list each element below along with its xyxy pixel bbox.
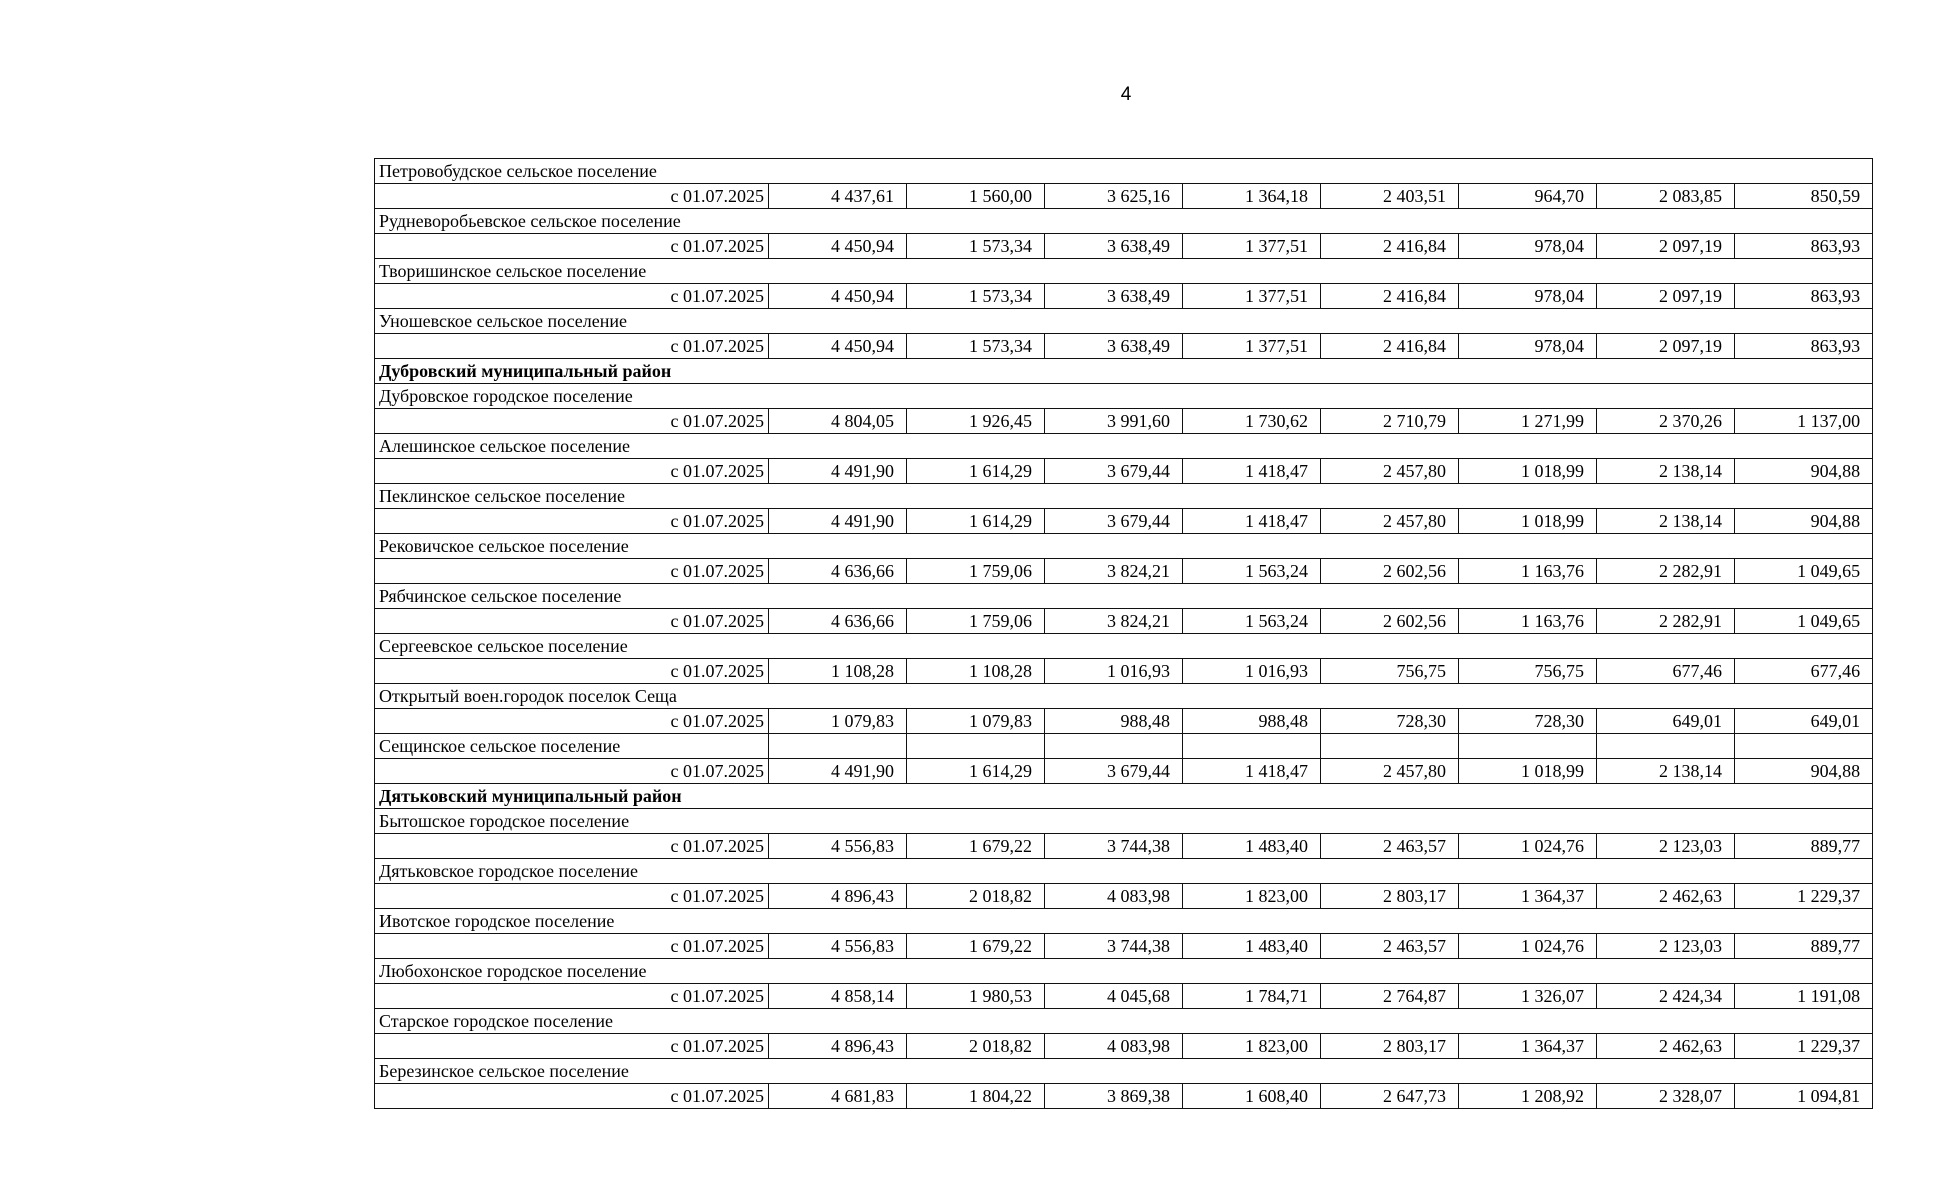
value-cell: 2 083,85 xyxy=(1597,184,1735,209)
settlement-name: Творишинское сельское поселение xyxy=(375,259,1873,284)
value-cell: 1 377,51 xyxy=(1183,334,1321,359)
table-row-values xyxy=(375,884,1873,909)
table-row-values xyxy=(375,509,1873,534)
value-cell: 2 123,03 xyxy=(1597,934,1735,959)
settlement-name-row xyxy=(375,1059,1873,1084)
value-cell: 2 097,19 xyxy=(1597,284,1735,309)
value-cell: 1 229,37 xyxy=(1735,1034,1873,1059)
value-cell: 2 097,19 xyxy=(1597,334,1735,359)
empty-cell xyxy=(1321,734,1459,759)
settlement-name-row xyxy=(375,809,1873,834)
value-cell: 1 573,34 xyxy=(907,234,1045,259)
value-cell: 4 491,90 xyxy=(769,459,907,484)
table-body xyxy=(375,159,1873,1109)
settlement-name: Дятьковское городское поселение xyxy=(375,859,1873,884)
settlement-name: Березинское сельское поселение xyxy=(375,1059,1873,1084)
value-cell: 3 869,38 xyxy=(1045,1084,1183,1109)
value-cell: 2 370,26 xyxy=(1597,409,1735,434)
value-cell: 904,88 xyxy=(1735,509,1873,534)
value-cell: 2 018,82 xyxy=(907,884,1045,909)
value-cell: 2 282,91 xyxy=(1597,559,1735,584)
value-cell: 4 083,98 xyxy=(1045,1034,1183,1059)
value-cell: 4 450,94 xyxy=(769,234,907,259)
value-cell: 4 437,61 xyxy=(769,184,907,209)
value-cell: 1 018,99 xyxy=(1459,459,1597,484)
table-row-values xyxy=(375,984,1873,1009)
value-cell: 4 450,94 xyxy=(769,334,907,359)
value-cell: 4 083,98 xyxy=(1045,884,1183,909)
value-cell: 978,04 xyxy=(1459,334,1597,359)
settlement-name-row xyxy=(375,634,1873,659)
value-cell: 4 491,90 xyxy=(769,759,907,784)
settlement-name: Рябчинское сельское поселение xyxy=(375,584,1873,609)
value-cell: 2 138,14 xyxy=(1597,759,1735,784)
value-cell: 1 024,76 xyxy=(1459,934,1597,959)
empty-cell xyxy=(1597,734,1735,759)
value-cell: 1 108,28 xyxy=(907,659,1045,684)
value-cell: 2 462,63 xyxy=(1597,884,1735,909)
effective-date-cell: с 01.07.2025 xyxy=(375,834,769,859)
value-cell: 2 457,80 xyxy=(1321,509,1459,534)
value-cell: 1 094,81 xyxy=(1735,1084,1873,1109)
value-cell: 1 483,40 xyxy=(1183,834,1321,859)
value-cell: 1 823,00 xyxy=(1183,1034,1321,1059)
value-cell: 1 614,29 xyxy=(907,509,1045,534)
value-cell: 4 045,68 xyxy=(1045,984,1183,1009)
value-cell: 2 416,84 xyxy=(1321,234,1459,259)
value-cell: 978,04 xyxy=(1459,284,1597,309)
empty-cell xyxy=(1459,734,1597,759)
effective-date-cell: с 01.07.2025 xyxy=(375,234,769,259)
value-cell: 1 364,18 xyxy=(1183,184,1321,209)
value-cell: 1 573,34 xyxy=(907,284,1045,309)
settlement-name-row xyxy=(375,384,1873,409)
value-cell: 2 328,07 xyxy=(1597,1084,1735,1109)
value-cell: 3 991,60 xyxy=(1045,409,1183,434)
value-cell: 4 896,43 xyxy=(769,1034,907,1059)
district-name: Дятьковский муниципальный район xyxy=(375,784,1873,809)
settlement-name: Уношевское сельское поселение xyxy=(375,309,1873,334)
value-cell: 1 377,51 xyxy=(1183,284,1321,309)
table-row-values xyxy=(375,184,1873,209)
settlement-name-row xyxy=(375,309,1873,334)
settlement-name: Алешинское сельское поселение xyxy=(375,434,1873,459)
value-cell: 1 049,65 xyxy=(1735,559,1873,584)
value-cell: 4 858,14 xyxy=(769,984,907,1009)
table-row-values xyxy=(375,459,1873,484)
value-cell: 3 625,16 xyxy=(1045,184,1183,209)
value-cell: 3 824,21 xyxy=(1045,559,1183,584)
value-cell: 1 108,28 xyxy=(769,659,907,684)
value-cell: 1 560,00 xyxy=(907,184,1045,209)
value-cell: 1 018,99 xyxy=(1459,759,1597,784)
value-cell: 1 759,06 xyxy=(907,609,1045,634)
table-row-values xyxy=(375,659,1873,684)
value-cell: 850,59 xyxy=(1735,184,1873,209)
empty-cell xyxy=(1045,734,1183,759)
value-cell: 1 326,07 xyxy=(1459,984,1597,1009)
value-cell: 4 636,66 xyxy=(769,609,907,634)
value-cell: 3 824,21 xyxy=(1045,609,1183,634)
value-cell: 3 679,44 xyxy=(1045,759,1183,784)
value-cell: 3 638,49 xyxy=(1045,234,1183,259)
value-cell: 3 744,38 xyxy=(1045,834,1183,859)
value-cell: 988,48 xyxy=(1045,709,1183,734)
settlement-name-row xyxy=(375,209,1873,234)
value-cell: 1 024,76 xyxy=(1459,834,1597,859)
value-cell: 1 614,29 xyxy=(907,759,1045,784)
value-cell: 1 137,00 xyxy=(1735,409,1873,434)
value-cell: 1 804,22 xyxy=(907,1084,1045,1109)
settlement-name-row xyxy=(375,159,1873,184)
value-cell: 4 450,94 xyxy=(769,284,907,309)
tariff-table xyxy=(374,158,1873,1109)
value-cell: 2 282,91 xyxy=(1597,609,1735,634)
settlement-name: Рековичское сельское поселение xyxy=(375,534,1873,559)
value-cell: 3 638,49 xyxy=(1045,334,1183,359)
effective-date-cell: с 01.07.2025 xyxy=(375,759,769,784)
settlement-name: Старское городское поселение xyxy=(375,1009,1873,1034)
value-cell: 1 418,47 xyxy=(1183,759,1321,784)
settlement-name: Сещинское сельское поселение xyxy=(375,734,769,759)
value-cell: 3 679,44 xyxy=(1045,459,1183,484)
settlement-name-row xyxy=(375,734,1873,759)
value-cell: 1 823,00 xyxy=(1183,884,1321,909)
effective-date-cell: с 01.07.2025 xyxy=(375,659,769,684)
value-cell: 2 457,80 xyxy=(1321,759,1459,784)
effective-date-cell: с 01.07.2025 xyxy=(375,709,769,734)
value-cell: 964,70 xyxy=(1459,184,1597,209)
value-cell: 728,30 xyxy=(1321,709,1459,734)
table-row-values xyxy=(375,934,1873,959)
settlement-name-row xyxy=(375,909,1873,934)
value-cell: 649,01 xyxy=(1597,709,1735,734)
value-cell: 4 636,66 xyxy=(769,559,907,584)
value-cell: 1 191,08 xyxy=(1735,984,1873,1009)
value-cell: 4 556,83 xyxy=(769,834,907,859)
value-cell: 904,88 xyxy=(1735,759,1873,784)
value-cell: 2 097,19 xyxy=(1597,234,1735,259)
value-cell: 677,46 xyxy=(1735,659,1873,684)
empty-cell xyxy=(769,734,907,759)
value-cell: 4 681,83 xyxy=(769,1084,907,1109)
page-number: 4 xyxy=(1120,84,1132,105)
settlement-name-row xyxy=(375,434,1873,459)
effective-date-cell: с 01.07.2025 xyxy=(375,559,769,584)
value-cell: 1 608,40 xyxy=(1183,1084,1321,1109)
settlement-name: Дубровское городское поселение xyxy=(375,384,1873,409)
district-header-row xyxy=(375,784,1873,809)
value-cell: 1 926,45 xyxy=(907,409,1045,434)
effective-date-cell: с 01.07.2025 xyxy=(375,509,769,534)
value-cell: 2 710,79 xyxy=(1321,409,1459,434)
effective-date-cell: с 01.07.2025 xyxy=(375,934,769,959)
table-row-values xyxy=(375,559,1873,584)
effective-date-cell: с 01.07.2025 xyxy=(375,459,769,484)
settlement-name-row xyxy=(375,859,1873,884)
value-cell: 4 896,43 xyxy=(769,884,907,909)
value-cell: 1 018,99 xyxy=(1459,509,1597,534)
settlement-name: Пеклинское сельское поселение xyxy=(375,484,1873,509)
district-name: Дубровский муниципальный район xyxy=(375,359,1873,384)
value-cell: 2 647,73 xyxy=(1321,1084,1459,1109)
tariff-table-container xyxy=(374,158,1872,1109)
value-cell: 863,93 xyxy=(1735,284,1873,309)
value-cell: 1 271,99 xyxy=(1459,409,1597,434)
empty-cell xyxy=(907,734,1045,759)
empty-cell xyxy=(1735,734,1873,759)
value-cell: 2 416,84 xyxy=(1321,284,1459,309)
value-cell: 1 364,37 xyxy=(1459,1034,1597,1059)
settlement-name-row xyxy=(375,534,1873,559)
value-cell: 2 424,34 xyxy=(1597,984,1735,1009)
settlement-name: Сергеевское сельское поселение xyxy=(375,634,1873,659)
value-cell: 988,48 xyxy=(1183,709,1321,734)
value-cell: 904,88 xyxy=(1735,459,1873,484)
table-row-values xyxy=(375,234,1873,259)
value-cell: 3 638,49 xyxy=(1045,284,1183,309)
settlement-name: Ивотское городское поселение xyxy=(375,909,1873,934)
value-cell: 2 138,14 xyxy=(1597,509,1735,534)
value-cell: 1 573,34 xyxy=(907,334,1045,359)
table-row-values xyxy=(375,334,1873,359)
table-row-values xyxy=(375,1084,1873,1109)
district-header-row xyxy=(375,359,1873,384)
value-cell: 1 163,76 xyxy=(1459,559,1597,584)
value-cell: 3 744,38 xyxy=(1045,934,1183,959)
value-cell: 889,77 xyxy=(1735,834,1873,859)
value-cell: 2 403,51 xyxy=(1321,184,1459,209)
value-cell: 4 491,90 xyxy=(769,509,907,534)
effective-date-cell: с 01.07.2025 xyxy=(375,334,769,359)
effective-date-cell: с 01.07.2025 xyxy=(375,184,769,209)
settlement-name: Любохонское городское поселение xyxy=(375,959,1873,984)
value-cell: 1 784,71 xyxy=(1183,984,1321,1009)
value-cell: 1 418,47 xyxy=(1183,509,1321,534)
value-cell: 2 416,84 xyxy=(1321,334,1459,359)
value-cell: 1 418,47 xyxy=(1183,459,1321,484)
value-cell: 863,93 xyxy=(1735,234,1873,259)
table-row-values xyxy=(375,609,1873,634)
value-cell: 4 804,05 xyxy=(769,409,907,434)
effective-date-cell: с 01.07.2025 xyxy=(375,284,769,309)
table-row-values xyxy=(375,834,1873,859)
value-cell: 1 016,93 xyxy=(1045,659,1183,684)
settlement-name: Бытошское городское поселение xyxy=(375,809,1873,834)
table-row-values xyxy=(375,1034,1873,1059)
effective-date-cell: с 01.07.2025 xyxy=(375,1084,769,1109)
value-cell: 2 457,80 xyxy=(1321,459,1459,484)
effective-date-cell: с 01.07.2025 xyxy=(375,409,769,434)
value-cell: 1 049,65 xyxy=(1735,609,1873,634)
value-cell: 1 730,62 xyxy=(1183,409,1321,434)
value-cell: 1 563,24 xyxy=(1183,609,1321,634)
value-cell: 2 463,57 xyxy=(1321,934,1459,959)
value-cell: 3 679,44 xyxy=(1045,509,1183,534)
effective-date-cell: с 01.07.2025 xyxy=(375,609,769,634)
value-cell: 728,30 xyxy=(1459,709,1597,734)
settlement-name-row xyxy=(375,959,1873,984)
value-cell: 1 563,24 xyxy=(1183,559,1321,584)
value-cell: 1 163,76 xyxy=(1459,609,1597,634)
value-cell: 4 556,83 xyxy=(769,934,907,959)
effective-date-cell: с 01.07.2025 xyxy=(375,884,769,909)
settlement-name: Рудневоробьевское сельское поселение xyxy=(375,209,1873,234)
value-cell: 677,46 xyxy=(1597,659,1735,684)
value-cell: 2 018,82 xyxy=(907,1034,1045,1059)
effective-date-cell: с 01.07.2025 xyxy=(375,984,769,1009)
table-row-values xyxy=(375,284,1873,309)
value-cell: 649,01 xyxy=(1735,709,1873,734)
value-cell: 1 759,06 xyxy=(907,559,1045,584)
value-cell: 2 463,57 xyxy=(1321,834,1459,859)
value-cell: 1 364,37 xyxy=(1459,884,1597,909)
value-cell: 1 377,51 xyxy=(1183,234,1321,259)
value-cell: 756,75 xyxy=(1321,659,1459,684)
settlement-name: Петровобудское сельское поселение xyxy=(375,159,1873,184)
value-cell: 2 764,87 xyxy=(1321,984,1459,1009)
settlement-name-row xyxy=(375,484,1873,509)
settlement-name: Открытый воен.городок поселок Сеща xyxy=(375,684,1873,709)
value-cell: 1 679,22 xyxy=(907,934,1045,959)
value-cell: 1 016,93 xyxy=(1183,659,1321,684)
effective-date-cell: с 01.07.2025 xyxy=(375,1034,769,1059)
table-row-values xyxy=(375,709,1873,734)
value-cell: 2 138,14 xyxy=(1597,459,1735,484)
value-cell: 978,04 xyxy=(1459,234,1597,259)
value-cell: 1 679,22 xyxy=(907,834,1045,859)
table-row-values xyxy=(375,409,1873,434)
settlement-name-row xyxy=(375,684,1873,709)
settlement-name-row xyxy=(375,584,1873,609)
value-cell: 889,77 xyxy=(1735,934,1873,959)
value-cell: 1 980,53 xyxy=(907,984,1045,1009)
value-cell: 2 803,17 xyxy=(1321,1034,1459,1059)
value-cell: 2 602,56 xyxy=(1321,559,1459,584)
value-cell: 863,93 xyxy=(1735,334,1873,359)
settlement-name-row xyxy=(375,1009,1873,1034)
value-cell: 756,75 xyxy=(1459,659,1597,684)
value-cell: 1 079,83 xyxy=(907,709,1045,734)
value-cell: 2 462,63 xyxy=(1597,1034,1735,1059)
empty-cell xyxy=(1183,734,1321,759)
value-cell: 1 483,40 xyxy=(1183,934,1321,959)
value-cell: 1 614,29 xyxy=(907,459,1045,484)
value-cell: 1 079,83 xyxy=(769,709,907,734)
value-cell: 2 803,17 xyxy=(1321,884,1459,909)
value-cell: 2 123,03 xyxy=(1597,834,1735,859)
value-cell: 1 208,92 xyxy=(1459,1084,1597,1109)
value-cell: 2 602,56 xyxy=(1321,609,1459,634)
table-row-values xyxy=(375,759,1873,784)
value-cell: 1 229,37 xyxy=(1735,884,1873,909)
settlement-name-row xyxy=(375,259,1873,284)
